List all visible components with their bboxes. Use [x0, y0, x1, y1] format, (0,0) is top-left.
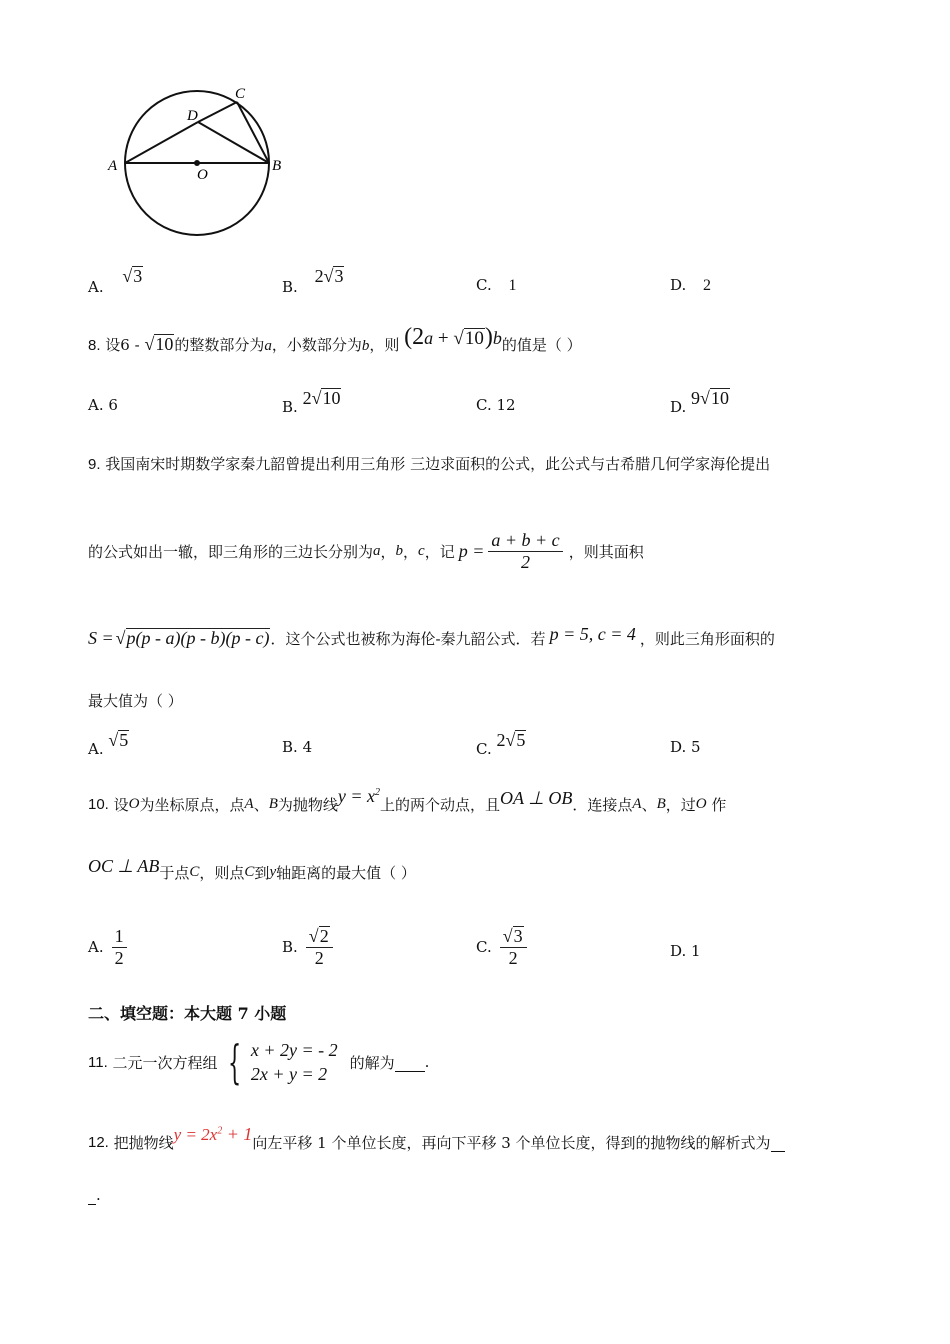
- q7-option-d[interactable]: [670, 276, 711, 295]
- option-numerator: 2: [319, 925, 329, 946]
- s-lhs: S =: [88, 628, 114, 648]
- option-value: 1: [508, 277, 517, 294]
- label-b: B: [272, 158, 282, 174]
- question-10-line2: [88, 856, 416, 888]
- exponent: 2: [217, 1124, 223, 1136]
- q10-text: ．连接点: [572, 795, 633, 814]
- equation-1: x + 2y = - 2: [250, 1040, 338, 1060]
- var-c: C: [189, 863, 200, 880]
- option-letter: C.: [476, 740, 492, 758]
- question-number: 9.: [88, 456, 101, 473]
- option-letter: C.: [476, 276, 492, 294]
- option-value: 4: [302, 738, 313, 756]
- q10-text: 设: [113, 795, 129, 814]
- question-10-line1: [88, 785, 727, 820]
- var-b: B: [656, 795, 666, 812]
- option-coef: 2: [496, 730, 506, 750]
- answer-blank[interactable]: [395, 1053, 425, 1072]
- q10-text: 为抛物线: [277, 795, 338, 814]
- section-heading: 二、填空题：本大题 7 小题: [88, 1004, 287, 1023]
- var-a: A: [632, 795, 642, 812]
- comma: ，: [403, 542, 419, 561]
- question-12: [88, 1123, 785, 1158]
- q8-option-d[interactable]: D. 9√10: [670, 388, 729, 416]
- option-denominator: 2: [114, 947, 124, 968]
- option-value: 5: [516, 730, 526, 750]
- q8-text: 的整数部分为: [174, 336, 265, 354]
- q9-condition: p = 5, c = 4: [549, 624, 636, 644]
- option-denominator: 2: [508, 947, 518, 968]
- option-value: 10: [322, 388, 341, 408]
- option-letter: A.: [88, 396, 104, 414]
- q10-text: 上的两个动点，且: [380, 795, 501, 814]
- geometry-figure: [100, 80, 300, 250]
- question-9-line2: [88, 526, 644, 576]
- q8-text: 的值是（ ）: [501, 336, 582, 354]
- option-letter: D.: [670, 738, 687, 756]
- var-y: y: [269, 863, 277, 880]
- question-number: 11.: [88, 1053, 108, 1071]
- q10-option-c[interactable]: C. $\frac{√3}{2}$: [476, 922, 527, 972]
- separator: 、: [253, 795, 269, 814]
- segment-ad: [125, 122, 198, 163]
- expr-close: ): [484, 324, 493, 350]
- q10-text: ，则点: [199, 863, 245, 882]
- q9-option-b[interactable]: [282, 738, 312, 756]
- q10-text: 到: [254, 863, 270, 882]
- comma: ，: [380, 542, 396, 561]
- var-c: C: [244, 863, 255, 880]
- q10-option-b[interactable]: B. $\frac{√2}{2}$: [282, 922, 333, 972]
- q11-text: .: [424, 1053, 430, 1071]
- label-a: A: [108, 158, 118, 174]
- question-9-line3: S = √p(p - a)(p - b)(p - c) ．这个公式也被称为海伦-秦九韶公式．若 p = 5, c = 4 ，则此三角形面积的: [88, 624, 775, 648]
- option-letter: C.: [476, 396, 492, 414]
- q8-text: ，则: [369, 336, 400, 354]
- option-letter: B.: [282, 398, 298, 416]
- q11-text: 的解为: [349, 1053, 395, 1072]
- q9-option-d[interactable]: [670, 738, 701, 756]
- expr-a: a: [424, 328, 434, 348]
- option-letter: A.: [88, 938, 104, 956]
- separator: 、: [641, 795, 657, 814]
- var-o: O: [128, 795, 140, 812]
- option-letter: D.: [670, 276, 687, 294]
- option-value: 12: [496, 396, 516, 414]
- q9-text: ，则其面积: [568, 542, 644, 561]
- brace-icon: {: [227, 1035, 241, 1089]
- q9-option-a[interactable]: A. √5: [88, 730, 129, 758]
- expr-plus: +: [433, 328, 454, 349]
- perp-condition: OA ⊥ OB: [500, 787, 573, 808]
- perp-condition: OC ⊥ AB: [88, 855, 160, 876]
- var-b: b: [361, 338, 370, 354]
- option-value: 6: [108, 396, 118, 414]
- option-denominator: 2: [314, 947, 324, 968]
- option-numerator: 3: [513, 925, 523, 946]
- parabola-expr: y = 2x: [173, 1124, 218, 1144]
- var-b: B: [268, 795, 278, 812]
- option-coef: 2: [314, 266, 324, 286]
- var-a: a: [373, 542, 381, 559]
- option-value: 2: [703, 277, 712, 294]
- q9-text: 的公式如出一辙，即三角形的三边长分别为: [88, 542, 374, 561]
- p-fraction: [488, 530, 562, 573]
- option-letter: C.: [476, 938, 492, 956]
- expr-b: b: [492, 328, 502, 348]
- question-12-line2: [88, 1186, 101, 1205]
- option-letter: B.: [282, 738, 298, 756]
- q9-text: ．这个公式也被称为海伦-秦九韶公式．若: [270, 630, 546, 648]
- q12-text: .: [96, 1186, 101, 1204]
- question-11: [88, 1036, 429, 1088]
- answer-blank-cont[interactable]: [88, 1186, 96, 1205]
- equation-system: [251, 1038, 338, 1086]
- equation-2: 2x + y = 2: [250, 1064, 328, 1084]
- label-c: C: [235, 86, 246, 102]
- q10-text: 于点: [159, 863, 190, 882]
- var-b: b: [395, 542, 404, 559]
- option-letter: B.: [282, 938, 298, 956]
- p-numerator: a + b + c: [488, 530, 562, 552]
- q10-option-a[interactable]: [88, 922, 127, 972]
- option-numerator: 1: [112, 926, 127, 948]
- option-coef: 9: [691, 388, 701, 408]
- question-9-line4: [88, 690, 183, 711]
- option-value: 5: [691, 738, 701, 756]
- expr-sqrt: 10: [464, 328, 484, 349]
- q7-option-b[interactable]: B. 2√3: [282, 266, 344, 296]
- q8-option-c[interactable]: [476, 396, 516, 414]
- option-coef: 2: [302, 388, 312, 408]
- s-radicand: p(p - a)(p - b)(p - c): [126, 628, 270, 648]
- q8-sqrt: 10: [155, 334, 174, 354]
- question-number: 12.: [88, 1133, 109, 1151]
- option-letter: A.: [88, 278, 104, 296]
- q10-text: 轴距离的最大值（ ）: [276, 863, 416, 882]
- segment-dc: [198, 102, 237, 122]
- q7-option-a[interactable]: A. √3: [88, 266, 143, 296]
- q9-option-c[interactable]: C. 2√5: [476, 730, 526, 758]
- q9-text: ，则此三角形面积的: [639, 630, 775, 648]
- q9-text: ，记: [424, 542, 455, 561]
- option-value: 1: [691, 942, 701, 960]
- q9-text: 最大值为（ ）: [88, 692, 183, 710]
- option-letter: D.: [670, 942, 687, 960]
- option-letter: B.: [282, 278, 298, 296]
- question-9-line1: [88, 453, 770, 474]
- parabola-expr: y = x: [337, 785, 376, 806]
- option-letter: D.: [670, 398, 687, 416]
- p-denominator: 2: [521, 551, 531, 572]
- question-8: 8. 设6 - √10的整数部分为a，小数部分为b，则 (2a + √10)b的值是（ ）: [88, 324, 582, 354]
- q10-text: 作: [711, 795, 727, 814]
- option-letter: A.: [88, 740, 104, 758]
- question-number: 8.: [88, 337, 101, 354]
- center-point: [194, 160, 200, 166]
- var-o: O: [695, 795, 707, 812]
- label-o: O: [197, 167, 208, 183]
- question-number: 10.: [88, 795, 109, 813]
- q7-option-c[interactable]: [476, 276, 517, 295]
- var-c: c: [418, 542, 425, 559]
- parabola-tail: + 1: [222, 1123, 253, 1144]
- q8-text: ，小数部分为: [271, 336, 362, 354]
- q8-text: 设6 -: [105, 336, 145, 354]
- var-a: a: [264, 338, 272, 354]
- q10-text: 为坐标原点，点: [139, 795, 245, 814]
- q9-text: 我国南宋时期数学家秦九韶曾提出利用三角形 三边求面积的公式，此公式与古希腊几何学家海伦提出: [105, 455, 771, 473]
- q10-option-d[interactable]: [670, 942, 701, 960]
- q12-text: 把抛物线: [113, 1133, 174, 1152]
- option-value: 3: [133, 266, 143, 286]
- option-value: 10: [710, 388, 729, 408]
- q11-text: 二元一次方程组: [112, 1053, 218, 1072]
- q12-text: 向左平移 1 个单位长度，再向下平移 3 个单位长度，得到的抛物线的解析式为: [252, 1133, 771, 1152]
- var-a: A: [244, 795, 254, 812]
- option-value: 3: [334, 266, 344, 286]
- q8-option-a[interactable]: [88, 396, 118, 414]
- expr-open: (2: [404, 324, 425, 350]
- label-d: D: [187, 108, 198, 124]
- exponent: 2: [375, 786, 381, 798]
- p-lhs: p =: [458, 540, 485, 561]
- q8-option-b[interactable]: B. 2√10: [282, 388, 341, 416]
- q10-text: ，过: [665, 795, 696, 814]
- answer-blank[interactable]: [771, 1133, 785, 1152]
- option-value: 5: [119, 730, 129, 750]
